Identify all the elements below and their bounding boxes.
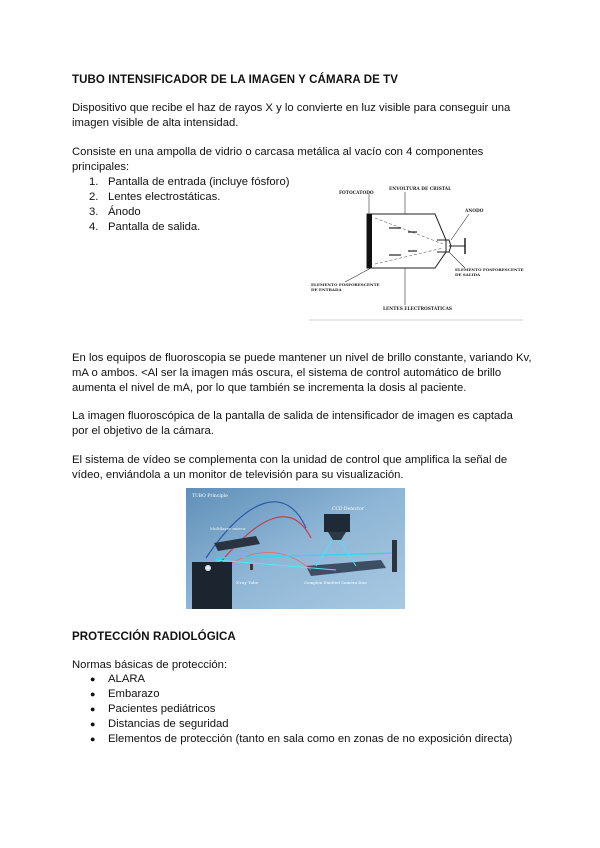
list-item: ● ALARA [90,673,146,685]
list-item: ● Embarazo [90,688,160,700]
protection-intro: Normas básicas de protección: [72,659,228,671]
paragraph-components-intro: Consiste en una ampolla de vidrio o carcasa metálica al vacío con 4 componentes principales: [72,146,484,173]
list-item: 4. Pantalla de salida. [89,221,201,233]
xray-source [205,565,211,571]
label-tube-principle: TUBO Principle [192,494,228,499]
components-list [72,175,332,235]
photocathode-bar [367,214,372,268]
label-mirror: Multilayer mirror [210,526,246,531]
label-ccd: CCD Detector [332,507,364,512]
protection-list [72,672,532,747]
camera-system-figure [186,488,405,609]
section-title-intensifier: TUBO INTENSIFICADOR DE LA IMAGEN Y CÁMARA DE TV [72,74,399,86]
list-item: 2. Lentes electrostáticas. [89,191,221,203]
label-lenses: LENTES ELECTROSTATICAS [383,307,453,312]
label-anode: ANODO [465,209,484,214]
label-input-phosphor: ELEMENTO FOSFORESCENTE DE ENTRADA [311,282,380,292]
list-item: ● Distancias de seguridad [90,718,229,730]
intensifier-diagram [305,182,527,324]
list-item: ● Pacientes pediátricos [90,703,216,715]
label-photocathode: FOTOCATODO [339,191,374,196]
list-item: 3. Ánodo [89,206,141,218]
label-compton: Compton Emitted Camera Disc [304,580,368,585]
output-screen-panel [392,540,397,572]
paragraph-camera: La imagen fluoroscópica de la pantalla de salida de intensificador de imagen es captada por el objetivo de la cámara. [72,410,513,437]
glass-envelope-shape [367,214,446,268]
ccd-detector-body [324,514,350,532]
paragraph-definition: Dispositivo que recibe el haz de rayos X y lo convierte en luz visible para conseguir una imagen visible de alta intensidad. [72,102,511,129]
label-envelope: ENVOLTURA DE CRISTAL [389,187,452,192]
label-xray: X-ray Tube [236,580,259,585]
label-output-phosphor: ELEMENTO FOSFORESCENTE DE SALIDA [455,267,524,277]
list-item: ● Elementos de protección (tanto en sala como en zonas de no exposición directa) [90,733,513,745]
list-item: 1. Pantalla de entrada (incluye fósforo) [89,176,290,188]
electron-path-top [375,218,443,244]
anode-shape [437,240,451,252]
electron-path-bottom [375,248,443,264]
xray-tube-box [192,562,232,609]
paragraph-brightness: En los equipos de fluoroscopia se puede mantener un nivel de brillo constante, variando Kv, mA o ambos. <Al ser la imagen más oscura, el sistema de control automático de brillo aumenta el nivel de mA, por lo que también se incrementa la dosis al paciente. [72,352,532,394]
section-title-protection: PROTECCIÓN RADIOLÓGICA [72,631,236,643]
paragraph-video-system: El sistema de vídeo se complementa con la unidad de control que amplifica la señal de vídeo, enviándola a un monitor de televisión para su visualización. [72,454,508,481]
